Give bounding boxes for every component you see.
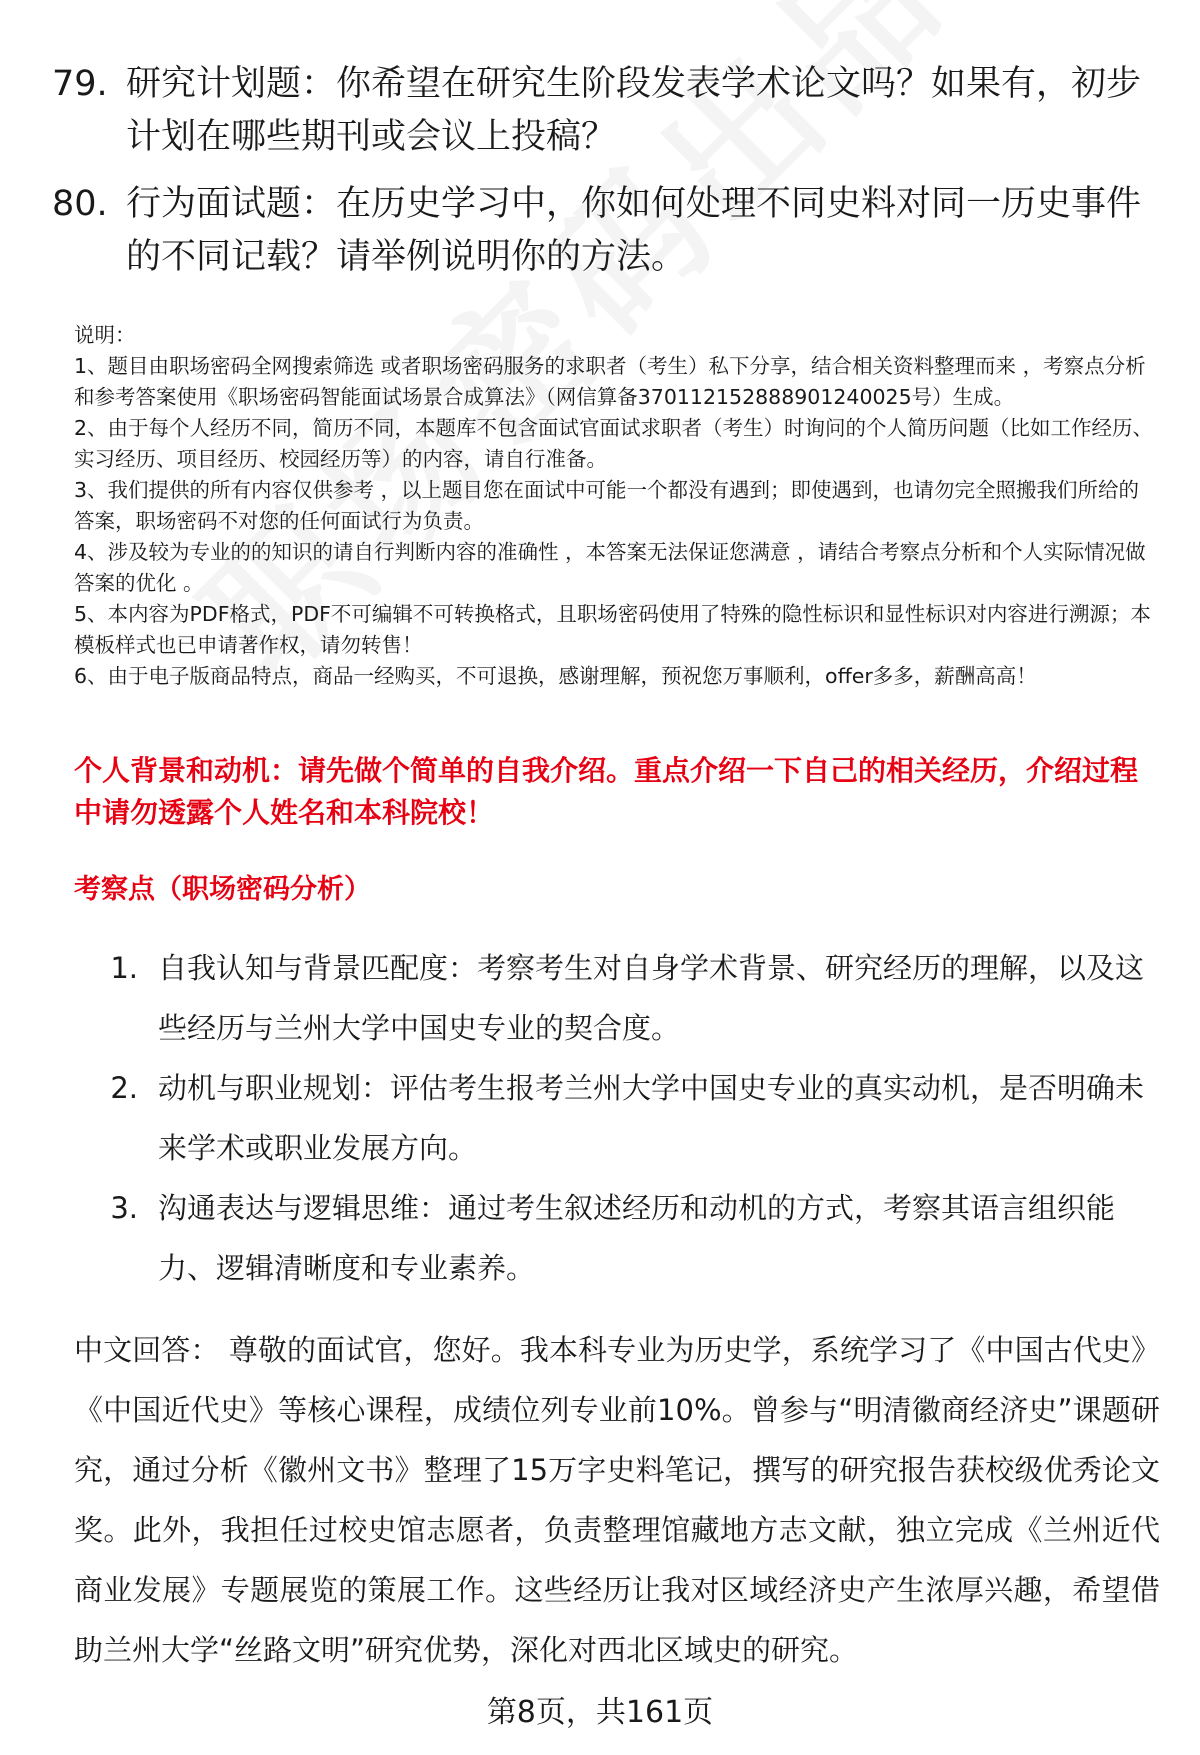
section-subtitle: 考察点（职场密码分析）: [74, 874, 371, 905]
point-number: 2.: [110, 1071, 138, 1105]
note-item: 3、我们提供的所有内容仅供参考 ，以上题目您在面试中可能一个都没有遇到；即使遇到，也请勿完全照搬我们所给的答案，职场密码不对您的任何面试行为负责。: [74, 478, 1140, 533]
point-text: 自我认知与背景匹配度：考察考生对自身学术背景、研究经历的理解，以及这些经历与兰州大学中国史专业的契合度。: [158, 951, 1145, 1045]
note-item: 4、涉及较为专业的的知识的请自行判断内容的准确性 ，本答案无法保证您满意 ，请结合考察点分析和个人实际情况做答案的优化 。: [74, 540, 1146, 595]
assessment-points: [74, 938, 1164, 1298]
page-number: 第8页，共161页: [486, 1695, 714, 1730]
section-title: 个人背景和动机：请先做个简单的自我介绍。重点介绍一下自己的相关经历，介绍过程中请勿透露个人姓名和本科院校！: [74, 754, 1139, 829]
point-text: 动机与职业规划：评估考生报考兰州大学中国史专业的真实动机，是否明确未来学术或职业发展方向。: [158, 1071, 1145, 1165]
note-item: 1、题目由职场密码全网搜索筛选 或者职场密码服务的求职者（考生）私下分享，结合相关资料整理而来 ，考察点分析和参考答案使用《职场密码智能面试场景合成算法》（网信算备370112152888901240025号）生成。: [74, 354, 1146, 409]
point-number: 3.: [110, 1191, 138, 1225]
point-item: [74, 938, 1164, 1058]
answer-text: 中文回答： 尊敬的面试官，您好。我本科专业为历史学，系统学习了《中国古代史》《中国近代史》等核心课程，成绩位列专业前10%。曾参与“明清徽商经济史”课题研究，通过分析《徽州文书》整理了15万字史料笔记，撰写的研究报告获校级优秀论文奖。此外，我担任过校史馆志愿者，负责整理馆藏地方志文献，独立完成《兰州近代商业发展》专题展览的策展工作。这些经历让我对区域经济史产生浓厚兴趣，希望借助兰州大学“丝路文明”研究优势，深化对西北区域史的研究。: [74, 1333, 1160, 1667]
question-list: [52, 58, 1152, 298]
note-item: 5、本内容为PDF格式，PDF不可编辑不可转换格式，且职场密码使用了特殊的隐性标识和显性标识对内容进行溯源；本模板样式也已申请著作权，请勿转售！: [74, 602, 1151, 657]
question-item: [52, 58, 1152, 164]
note-item: 6、由于电子版商品特点，商品一经购买，不可退换，感谢理解，预祝您万事顺利，offer多多，薪酬高高！: [74, 664, 1037, 688]
question-number: 80.: [52, 184, 108, 224]
question-text: 行为面试题：在历史学习中，你如何处理不同史料对同一历史事件的不同记载？请举例说明你的方法。: [126, 184, 1142, 277]
point-item: [74, 1178, 1164, 1298]
point-item: [74, 1058, 1164, 1178]
notes-block: [74, 320, 1154, 692]
point-number: 1.: [110, 951, 138, 985]
question-item: [52, 178, 1152, 284]
question-number: 79.: [52, 64, 108, 104]
note-item: 2、由于每个人经历不同，简历不同，本题库不包含面试官面试求职者（考生）时询问的个人简历问题（比如工作经历、实习经历、项目经历、校园经历等）的内容，请自行准备。: [74, 416, 1154, 471]
point-text: 沟通表达与逻辑思维：通过考生叙述经历和动机的方式，考察其语言组织能力、逻辑清晰度和专业素养。: [158, 1191, 1116, 1285]
notes-title: 说明：: [74, 323, 136, 347]
question-text: 研究计划题：你希望在研究生阶段发表学术论文吗？如果有，初步计划在哪些期刊或会议上投稿？: [126, 64, 1142, 157]
